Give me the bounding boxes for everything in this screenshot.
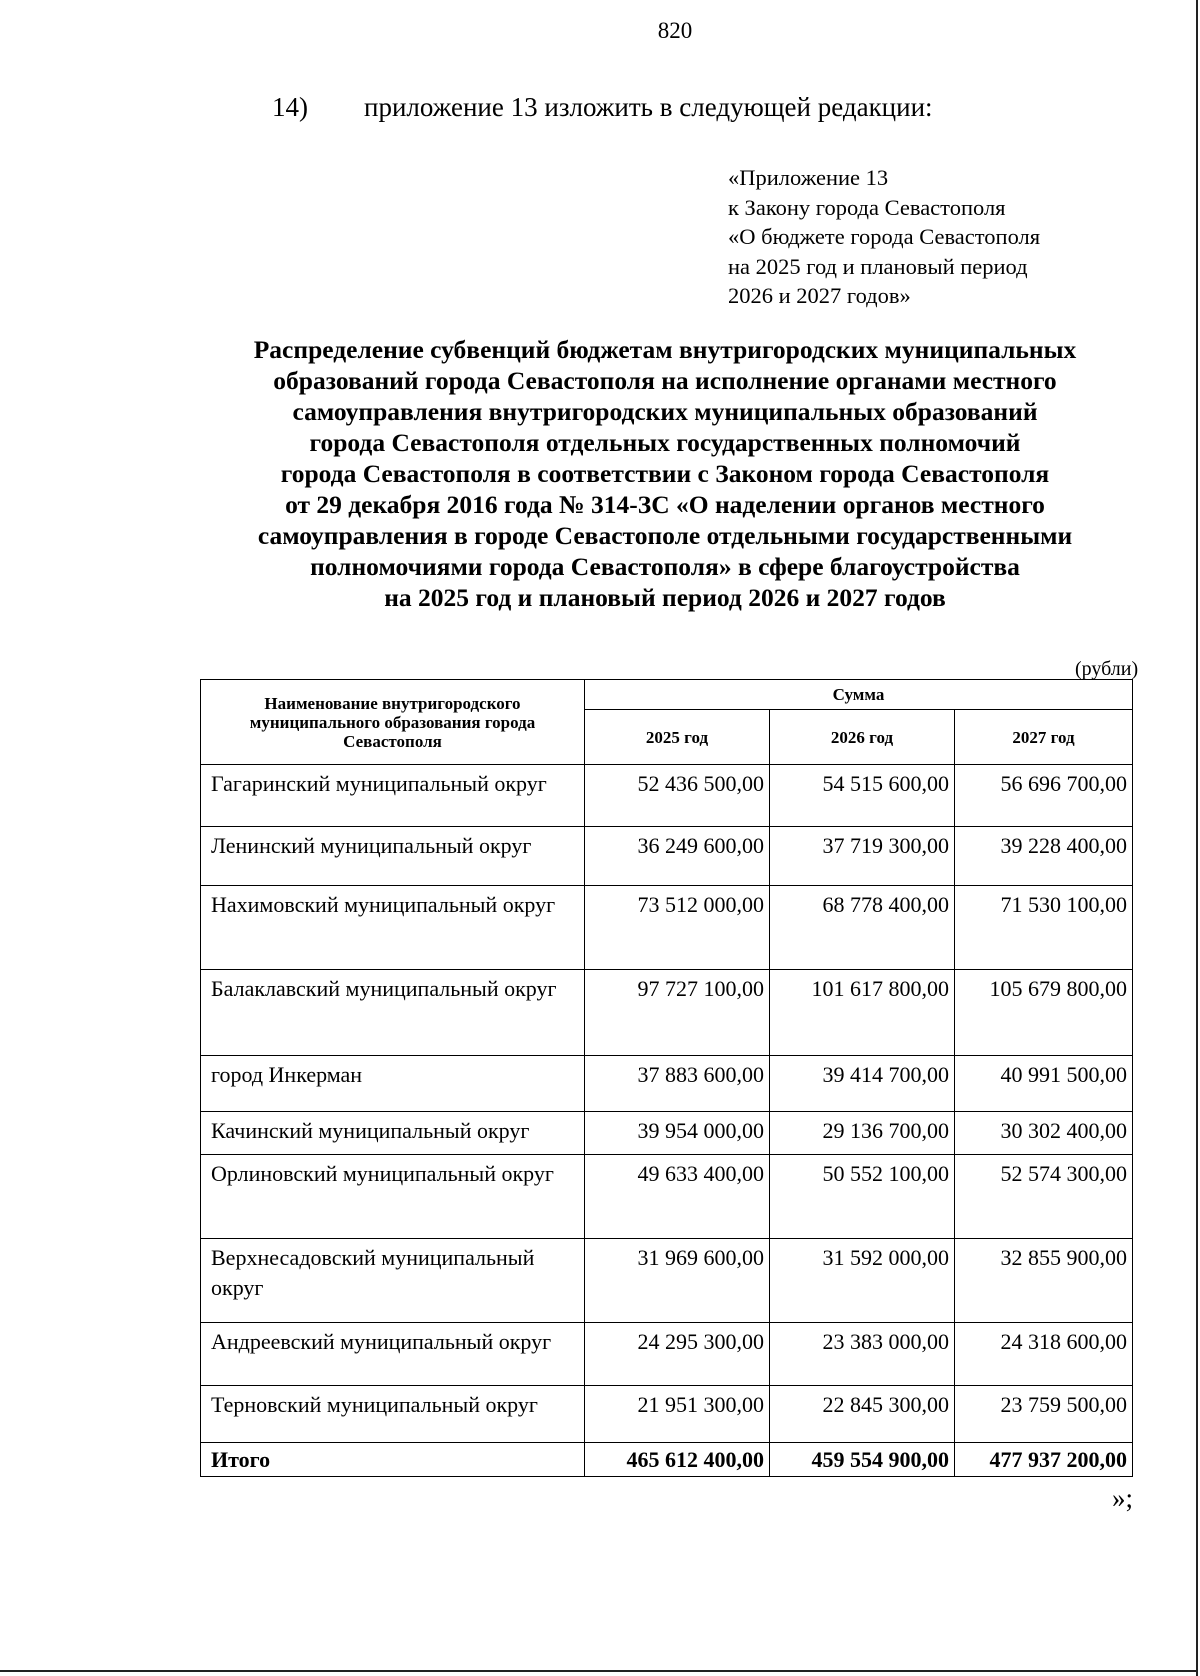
table-row bbox=[201, 970, 1133, 1056]
municipality-name: Балаклавский муниципальный округ bbox=[201, 970, 585, 1056]
amount-2026: 31 592 000,00 bbox=[770, 1239, 955, 1323]
title-line: от 29 декабря 2016 года № 314-ЗС «О наделении органов местного bbox=[285, 490, 1045, 519]
amount-2025: 24 295 300,00 bbox=[585, 1323, 770, 1386]
amount-2027: 52 574 300,00 bbox=[955, 1155, 1133, 1239]
annex-header bbox=[728, 163, 1040, 311]
title-line: самоуправления в городе Севастополе отдельными государственными bbox=[257, 521, 1073, 550]
amount-2025: 36 249 600,00 bbox=[585, 827, 770, 886]
amount-2025: 73 512 000,00 bbox=[585, 886, 770, 970]
amendment-instruction bbox=[272, 92, 933, 123]
municipality-name: город Инкерман bbox=[201, 1056, 585, 1112]
total-2026: 459 554 900,00 bbox=[770, 1443, 955, 1477]
title-line: образований города Севастополя на исполнение органами местного bbox=[273, 366, 1057, 395]
annex-line: «Приложение 13 bbox=[728, 165, 889, 190]
subvention-table bbox=[200, 679, 1133, 1477]
amount-2027: 71 530 100,00 bbox=[955, 886, 1133, 970]
annex-line: 2026 и 2027 годов» bbox=[728, 283, 911, 308]
amount-2027: 105 679 800,00 bbox=[955, 970, 1133, 1056]
amount-2025: 37 883 600,00 bbox=[585, 1056, 770, 1112]
title-line: города Севастополя отдельных государственных полномочий bbox=[309, 428, 1021, 457]
table-row bbox=[201, 886, 1133, 970]
header-year-2026: 2026 год bbox=[770, 710, 955, 765]
amount-2026: 101 617 800,00 bbox=[770, 970, 955, 1056]
header-municipality: Наименование внутригородского муниципального образования города Севастополя bbox=[201, 680, 585, 765]
header-year-2025: 2025 год bbox=[585, 710, 770, 765]
amount-2027: 32 855 900,00 bbox=[955, 1239, 1133, 1323]
amount-2027: 30 302 400,00 bbox=[955, 1112, 1133, 1155]
total-label: Итого bbox=[201, 1443, 585, 1477]
amount-2025: 21 951 300,00 bbox=[585, 1386, 770, 1443]
units-label: (рубли) bbox=[1075, 658, 1139, 680]
amount-2026: 22 845 300,00 bbox=[770, 1386, 955, 1443]
amount-2026: 23 383 000,00 bbox=[770, 1323, 955, 1386]
municipality-name: Гагаринский муниципальный округ bbox=[201, 765, 585, 827]
amount-2026: 29 136 700,00 bbox=[770, 1112, 955, 1155]
title-line: самоуправления внутригородских муниципальных образований bbox=[292, 397, 1038, 426]
amount-2027: 56 696 700,00 bbox=[955, 765, 1133, 827]
closing-quote: »; bbox=[1112, 1483, 1134, 1513]
page-border-bottom bbox=[0, 1670, 1198, 1672]
amount-2026: 39 414 700,00 bbox=[770, 1056, 955, 1112]
amount-2025: 39 954 000,00 bbox=[585, 1112, 770, 1155]
instruction-number: 14) bbox=[272, 92, 308, 122]
municipality-name: Терновский муниципальный округ bbox=[201, 1386, 585, 1443]
municipality-name: Ленинский муниципальный округ bbox=[201, 827, 585, 886]
title-line: города Севастополя в соответствии с Законом города Севастополя bbox=[280, 459, 1050, 488]
table-row bbox=[201, 1386, 1133, 1443]
amount-2026: 37 719 300,00 bbox=[770, 827, 955, 886]
total-2027: 477 937 200,00 bbox=[955, 1443, 1133, 1477]
amount-2025: 97 727 100,00 bbox=[585, 970, 770, 1056]
instruction-text: приложение 13 изложить в следующей редакции: bbox=[364, 92, 933, 122]
amount-2027: 39 228 400,00 bbox=[955, 827, 1133, 886]
amount-2025: 52 436 500,00 bbox=[585, 765, 770, 827]
header-year-2027: 2027 год bbox=[955, 710, 1133, 765]
document-title bbox=[200, 334, 1130, 613]
header-sum: Сумма bbox=[585, 680, 1133, 710]
table-row bbox=[201, 827, 1133, 886]
amount-2027: 40 991 500,00 bbox=[955, 1056, 1133, 1112]
municipality-name: Нахимовский муниципальный округ bbox=[201, 886, 585, 970]
title-line: на 2025 год и плановый период 2026 и 2027 годов bbox=[384, 583, 946, 612]
table-row bbox=[201, 1155, 1133, 1239]
annex-line: «О бюджете города Севастополя bbox=[728, 224, 1041, 249]
annex-line: к Закону города Севастополя bbox=[728, 194, 1006, 220]
municipality-name: Качинский муниципальный округ bbox=[201, 1112, 585, 1155]
table-row bbox=[201, 1323, 1133, 1386]
municipality-name: Орлиновский муниципальный округ bbox=[201, 1155, 585, 1239]
amount-2025: 49 633 400,00 bbox=[585, 1155, 770, 1239]
title-line: Распределение субвенций бюджетам внутригородских муниципальных bbox=[253, 335, 1077, 364]
table-row bbox=[201, 1112, 1133, 1155]
amount-2026: 50 552 100,00 bbox=[770, 1155, 955, 1239]
table-row bbox=[201, 1056, 1133, 1112]
amount-2027: 23 759 500,00 bbox=[955, 1386, 1133, 1443]
annex-line: на 2025 год и плановый период bbox=[728, 253, 1028, 279]
amount-2027: 24 318 600,00 bbox=[955, 1323, 1133, 1386]
amount-2025: 31 969 600,00 bbox=[585, 1239, 770, 1323]
total-row bbox=[201, 1443, 1133, 1477]
table-row bbox=[201, 765, 1133, 827]
title-line: полномочиями города Севастополя» в сфере благоустройства bbox=[310, 552, 1020, 581]
page-number: 820 bbox=[657, 18, 693, 43]
municipality-name: Андреевский муниципальный округ bbox=[201, 1323, 585, 1386]
amount-2026: 68 778 400,00 bbox=[770, 886, 955, 970]
municipality-name: Верхнесадовский муниципальный округ bbox=[201, 1239, 585, 1323]
page-border-right bbox=[1196, 0, 1198, 1676]
amount-2026: 54 515 600,00 bbox=[770, 765, 955, 827]
total-2025: 465 612 400,00 bbox=[585, 1443, 770, 1477]
table-row bbox=[201, 1239, 1133, 1323]
